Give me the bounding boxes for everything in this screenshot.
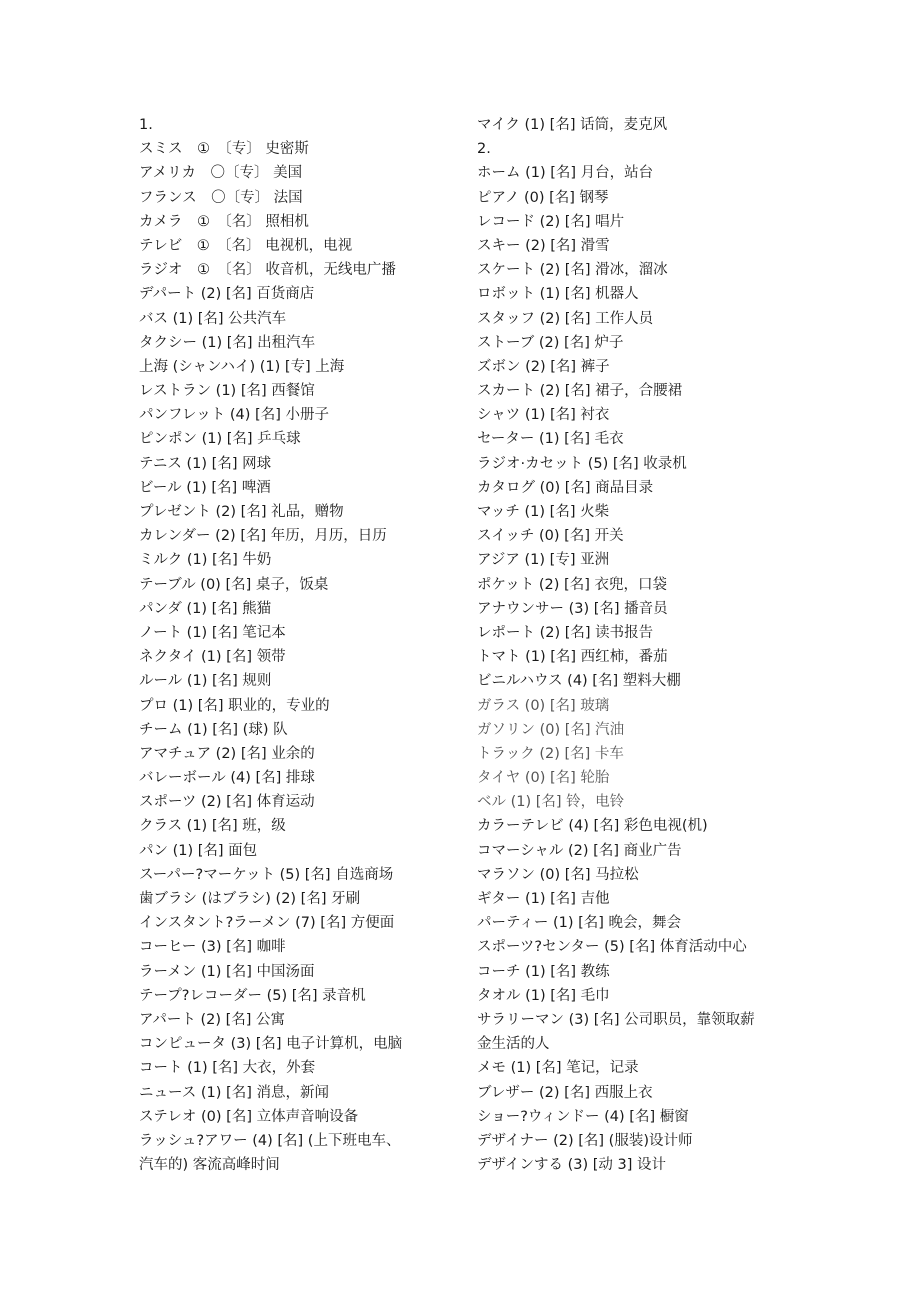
vocab-entry: カタログ (0) [名] 商品目录 — [477, 479, 654, 496]
vocab-entry: スポーツ?センター (5) [名] 体育活动中心 — [477, 939, 747, 956]
vocab-entry: タオル (1) [名] 毛巾 — [477, 987, 610, 1004]
vocab-entry: ニュース (1) [名] 消息，新闻 — [139, 1084, 329, 1101]
vocab-entry: スタッフ (2) [名] 工作人员 — [477, 310, 654, 327]
vocab-entry: ピンポン (1) [名] 乒乓球 — [139, 431, 301, 448]
vocab-entry: ルール (1) [名] 规则 — [139, 673, 272, 690]
vocab-entry: ピアノ (0) [名] 钢琴 — [477, 189, 609, 206]
vocab-entry: サラリーマン (3) [名] 公司职员，靠领取薪 — [477, 1011, 755, 1028]
vocab-entry: アジア (1) [专] 亚洲 — [477, 552, 610, 569]
vocab-entry: ラジオ ① 〔名〕 收音机，无线电广播 — [139, 262, 396, 279]
vocab-entry: 1. — [139, 117, 153, 133]
vocab-entry: カラーテレビ (4) [名] 彩色电视(机) — [477, 818, 708, 835]
vocab-entry: マラソン (0) [名] 马拉松 — [477, 866, 639, 883]
vocab-entry: プロ (1) [名] 职业的，专业的 — [139, 697, 330, 714]
vocab-entry: ホーム (1) [名] 月台，站台 — [477, 165, 654, 182]
vocab-entry: ベル (1) [名] 铃，电铃 — [477, 794, 625, 811]
vocab-entry: 歯ブラシ (はブラシ) (2) [名] 牙刷 — [139, 891, 361, 907]
vocab-entry: レストラン (1) [名] 西餐馆 — [139, 383, 315, 400]
vocab-entry: ガラス (0) [名] 玻璃 — [477, 697, 610, 714]
vocab-entry: フランス 〇〔专〕 法国 — [139, 189, 303, 206]
vocab-entry: マイク (1) [名] 话筒，麦克风 — [477, 117, 668, 133]
vocab-entry: ネクタイ (1) [名] 领带 — [139, 649, 286, 666]
vocab-entry: ストーブ (2) [名] 炉子 — [477, 334, 624, 351]
vocab-entry: マッチ (1) [名] 火柴 — [477, 504, 610, 520]
vocab-entry: ミルク (1) [名] 牛奶 — [139, 552, 272, 569]
vocab-entry: パンダ (1) [名] 熊猫 — [139, 600, 272, 617]
vocab-entry: ガソリン (0) [名] 汽油 — [477, 721, 625, 738]
vocab-entry: タクシー (1) [名] 出租汽车 — [139, 334, 316, 351]
vocab-entry: プレゼント (2) [名] 礼品，赠物 — [139, 504, 344, 520]
vocab-entry: ラッシュ?アワー (4) [名] (上下班电车、 — [139, 1132, 401, 1149]
vocab-entry: インスタント?ラーメン (7) [名] 方便面 — [139, 915, 395, 932]
vocab-entry: セーター (1) [名] 毛衣 — [477, 431, 624, 448]
vocab-entry: ビニルハウス (4) [名] 塑料大棚 — [477, 673, 681, 690]
vocab-entry: ポケット (2) [名] 衣兜，口袋 — [477, 576, 667, 593]
vocab-entry: 上海 (シャンハイ) (1) [专] 上海 — [139, 358, 345, 375]
vocab-entry: トマト (1) [名] 西红柿，番茄 — [477, 649, 668, 666]
vocab-entry: ビール (1) [名] 啤酒 — [139, 479, 271, 496]
vocab-entry: カレンダー (2) [名] 年历，月历，日历 — [139, 528, 387, 545]
vocab-entry: コート (1) [名] 大衣，外套 — [139, 1060, 316, 1077]
vocab-entry: タイヤ (0) [名] 轮胎 — [477, 770, 610, 787]
vocab-entry: デザインする (3) [动 3] 设计 — [477, 1157, 666, 1174]
vocab-entry: パン (1) [名] 面包 — [139, 842, 258, 859]
vocab-entry: クラス (1) [名] 班，级 — [139, 818, 286, 835]
vocab-entry: アナウンサー (3) [名] 播音员 — [477, 600, 668, 617]
vocab-entry: パーティー (1) [名] 晚会，舞会 — [477, 915, 682, 932]
vocab-entry: ノート (1) [名] 笔记本 — [139, 624, 286, 641]
vocab-entry: アパート (2) [名] 公寓 — [139, 1011, 286, 1028]
vocab-entry: ショー?ウィンドー (4) [名] 橱窗 — [477, 1108, 689, 1125]
vocab-entry: ブレザー (2) [名] 西服上衣 — [477, 1084, 653, 1101]
vocab-entry: テレビ ① 〔名〕 电视机，电视 — [139, 237, 353, 254]
vocab-entry: コマーシャル (2) [名] 商业广告 — [477, 842, 682, 859]
vocab-entry: トラック (2) [名] 卡车 — [477, 745, 624, 762]
vocab-entry: テーブル (0) [名] 桌子，饭桌 — [139, 576, 329, 593]
vocab-entry: コンピュータ (3) [名] 电子计算机，电脑 — [139, 1036, 403, 1053]
vocab-entry: ステレオ (0) [名] 立体声音响设备 — [139, 1108, 359, 1125]
vocab-entry: メモ (1) [名] 笔记，记录 — [477, 1060, 639, 1077]
vocab-entry: デパート (2) [名] 百货商店 — [139, 286, 315, 303]
vocab-entry: スイッチ (0) [名] 开关 — [477, 528, 624, 545]
vocab-entry: バス (1) [名] 公共汽车 — [139, 310, 287, 327]
vocab-column-right — [477, 113, 797, 1177]
vocab-entry: カメラ ① 〔名〕 照相机 — [139, 213, 309, 230]
vocab-entry: テニス (1) [名] 网球 — [139, 455, 272, 472]
vocab-entry: チーム (1) [名] (球) 队 — [139, 721, 288, 738]
vocab-entry: 2. — [477, 141, 491, 158]
vocab-entry: スキー (2) [名] 滑雪 — [477, 237, 610, 254]
vocab-entry: アマチュア (2) [名] 业余的 — [139, 745, 315, 762]
vocab-entry: ラーメン (1) [名] 中国汤面 — [139, 963, 315, 980]
vocab-column-left — [139, 113, 459, 1177]
vocab-entry: コーチ (1) [名] 教练 — [477, 963, 610, 980]
vocab-entry: デザイナー (2) [名] (服装)设计师 — [477, 1132, 693, 1149]
vocab-entry: レポート (2) [名] 读书报告 — [477, 624, 654, 641]
vocab-entry: ラジオ·カセット (5) [名] 收录机 — [477, 455, 687, 472]
vocab-entry: バレーボール (4) [名] 排球 — [139, 770, 315, 787]
vocab-entry: スーパー?マーケット (5) [名] 自选商场 — [139, 866, 394, 883]
vocab-entry: アメリカ 〇〔专〕 美国 — [139, 165, 303, 182]
vocab-entry: 金生活的人 — [477, 1036, 550, 1053]
vocab-entry: コーヒー (3) [名] 咖啡 — [139, 939, 286, 956]
vocab-entry: 汽车的) 客流高峰时间 — [139, 1157, 280, 1174]
vocab-entry: スミス ① 〔专〕 史密斯 — [139, 141, 309, 158]
vocab-entry: ロボット (1) [名] 机器人 — [477, 286, 639, 303]
vocab-entry: レコード (2) [名] 唱片 — [477, 213, 625, 230]
vocab-entry: スケート (2) [名] 滑冰，溜冰 — [477, 262, 668, 279]
vocab-entry: テープ?レコーダー (5) [名] 录音机 — [139, 987, 366, 1004]
vocab-entry: ズボン (2) [名] 裤子 — [477, 358, 610, 375]
vocab-entry: パンフレット (4) [名] 小册子 — [139, 407, 329, 424]
vocab-entry: スカート (2) [名] 裙子，合腰裙 — [477, 383, 683, 400]
vocab-entry: シャツ (1) [名] 衬衣 — [477, 407, 610, 424]
vocab-entry: ギター (1) [名] 吉他 — [477, 891, 610, 907]
vocab-entry: スポーツ (2) [名] 体育运动 — [139, 794, 315, 811]
